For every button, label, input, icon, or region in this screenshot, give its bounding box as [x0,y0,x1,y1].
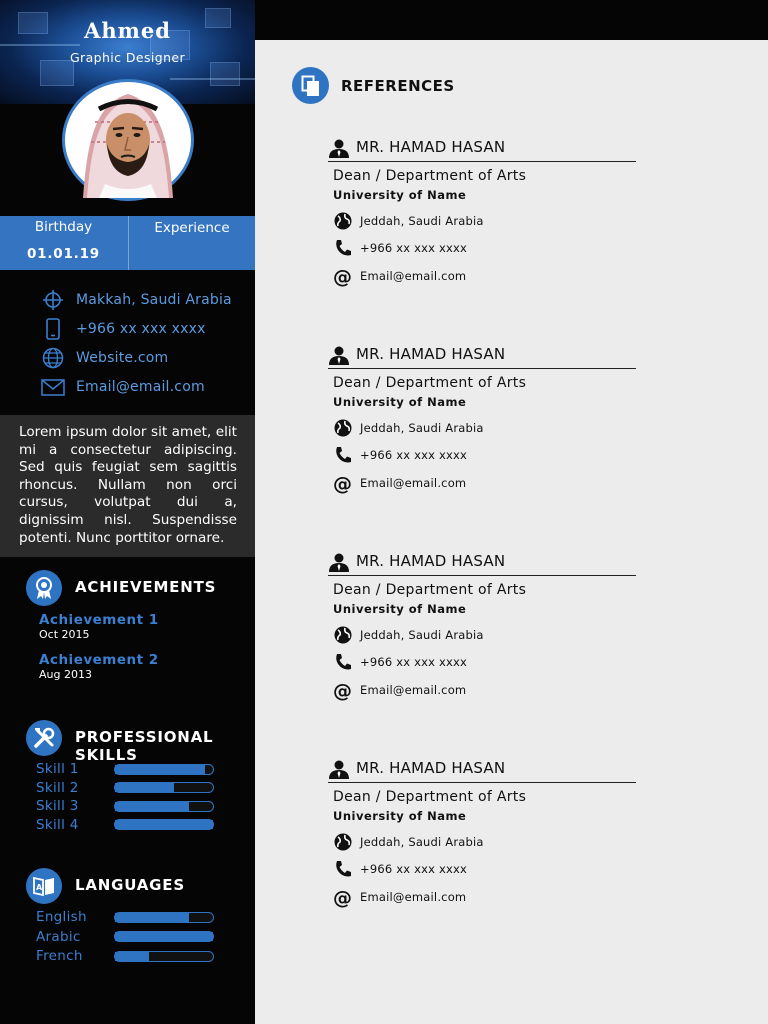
globe-icon [40,347,66,369]
contact-email[interactable] [40,376,205,398]
level-bar-fill [115,765,205,774]
contact-website[interactable] [40,347,168,369]
contact-location [40,289,232,311]
skills-title: PROFESSIONAL SKILLS [75,728,214,764]
level-bar [114,951,214,962]
location-crosshair-icon [40,289,66,311]
languages-header [26,868,185,904]
reference-city [332,211,484,231]
reference-name: MR. HAMAD HASAN [356,552,506,570]
reference-university: University of Name [333,602,467,616]
language-row [36,909,214,925]
level-bar [114,782,214,793]
reference-name: MR. HAMAD HASAN [356,345,506,363]
svg-text:@: @ [333,680,352,702]
reference-city [332,832,484,852]
level-bar-fill [115,932,213,941]
contact-phone-text: +966 xx xxx xxxx [76,321,206,337]
reference-university: University of Name [333,395,467,409]
person-icon [328,552,350,572]
tools-icon [26,720,62,756]
reference-email-text[interactable]: Email@email.com [360,890,467,904]
reference-email-text[interactable]: Email@email.com [360,269,467,283]
languages-title: LANGUAGES [75,876,185,894]
language-row [36,929,214,945]
person-icon [328,759,350,779]
globe-icon [332,625,354,645]
language-label: Arabic [36,928,81,945]
award-ribbon-icon [26,570,62,606]
reference-city [332,418,484,438]
reference-email[interactable] [332,680,466,700]
skill-label: Skill 1 [36,761,79,777]
achievement-name: Achievement 1 [39,612,159,628]
avatar [62,79,194,201]
sidebar [0,0,255,1024]
reference-email[interactable] [332,266,466,286]
birthday-label: Birthday [34,219,93,235]
skill-label: Skill 4 [36,816,79,833]
reference-phone [332,859,467,879]
reference-phone-text: +966 xx xxx xxxx [360,241,468,255]
reference-name: MR. HAMAD HASAN [356,138,506,156]
reference-card [328,552,638,712]
top-bar [255,0,768,40]
reference-card [328,759,638,919]
experience-block [128,216,255,270]
level-bar [114,764,214,775]
reference-email-text[interactable]: Email@email.com [360,476,467,490]
reference-name-row [328,552,636,576]
mobile-phone-icon [40,318,66,340]
at-sign-icon [332,680,354,700]
phone-icon [332,445,354,465]
reference-phone [332,238,467,258]
skills-header [26,720,225,764]
phone-icon [332,859,354,879]
reference-phone-text: +966 xx xxx xxxx [360,448,468,462]
skill-row [36,798,214,814]
achievement-date: Aug 2013 [39,668,92,681]
svg-text:@: @ [333,266,352,288]
contact-website-text[interactable]: Website.com [76,350,169,366]
birthday-block [0,216,127,270]
about-text: Lorem ipsum dolor sit amet, elit mi a consectetur adipiscing. Sed quis feugiat sem sagittis rhoncus. Nullam non orci cursus, volutpat dui a, dignissim nisl. Suspendisse potenti. Nunc porttitor ornare. [0,415,255,557]
person-icon [328,138,350,158]
skill-row [36,761,214,777]
birthday-value: 01.01.19 [26,246,101,262]
contact-location-text: Makkah, Saudi Arabia [76,292,232,308]
skill-row [36,817,214,833]
reference-department: Dean / Department of Arts [333,375,527,391]
reference-email[interactable] [332,473,466,493]
translate-book-icon [26,868,62,904]
reference-city [332,625,484,645]
level-bar-fill [115,913,189,922]
svg-text:@: @ [333,887,352,909]
references-title: REFERENCES [341,76,455,95]
level-bar-fill [115,952,149,961]
language-label: French [36,948,83,964]
experience-label: Experience [154,220,230,236]
documents-icon [292,67,329,104]
language-label: English [36,909,87,925]
achievement-date: Oct 2015 [39,628,90,641]
skill-label: Skill 3 [36,798,79,814]
person-icon [328,345,350,365]
profile-name: Ahmed [84,18,171,43]
reference-city-text: Jeddah, Saudi Arabia [360,628,484,642]
language-row [36,948,214,964]
level-bar [114,819,214,830]
contact-email-text[interactable]: Email@email.com [76,379,205,395]
at-sign-icon [332,473,354,493]
globe-icon [332,211,354,231]
reference-city-text: Jeddah, Saudi Arabia [360,214,484,228]
reference-department: Dean / Department of Arts [333,789,527,805]
skill-row [36,780,214,796]
level-bar-fill [115,820,213,829]
svg-text:A: A [36,883,43,892]
achievement-name: Achievement 2 [39,652,159,668]
svg-text:@: @ [333,473,352,495]
reference-department: Dean / Department of Arts [333,582,527,598]
at-sign-icon [332,266,354,286]
reference-city-text: Jeddah, Saudi Arabia [360,421,484,435]
reference-name: MR. HAMAD HASAN [356,759,506,777]
level-bar [114,801,214,812]
reference-city-text: Jeddah, Saudi Arabia [360,835,484,849]
level-bar [114,931,214,942]
reference-phone-text: +966 xx xxx xxxx [360,862,468,876]
reference-card [328,345,638,505]
reference-name-row [328,345,636,369]
globe-icon [332,418,354,438]
level-bar-fill [115,783,174,792]
skill-label: Skill 2 [36,779,79,796]
references-header [292,67,455,104]
reference-email-text[interactable]: Email@email.com [360,683,467,697]
achievements-title: ACHIEVEMENTS [75,578,217,596]
reference-phone-text: +966 xx xxx xxxx [360,655,468,669]
reference-university: University of Name [333,809,467,823]
reference-department: Dean / Department of Arts [333,168,527,184]
profile-role: Graphic Designer [69,50,186,65]
globe-icon [332,832,354,852]
at-sign-icon [332,887,354,907]
phone-icon [332,238,354,258]
info-band [0,216,255,270]
contact-phone [40,318,206,340]
reference-email[interactable] [332,887,466,907]
level-bar [114,912,214,923]
reference-phone [332,445,467,465]
reference-name-row [328,138,636,162]
phone-icon [332,652,354,672]
achievements-header [26,570,216,606]
envelope-icon [40,376,66,398]
reference-university: University of Name [333,188,467,202]
level-bar-fill [115,802,189,811]
reference-name-row [328,759,636,783]
reference-card [328,138,638,298]
reference-phone [332,652,467,672]
